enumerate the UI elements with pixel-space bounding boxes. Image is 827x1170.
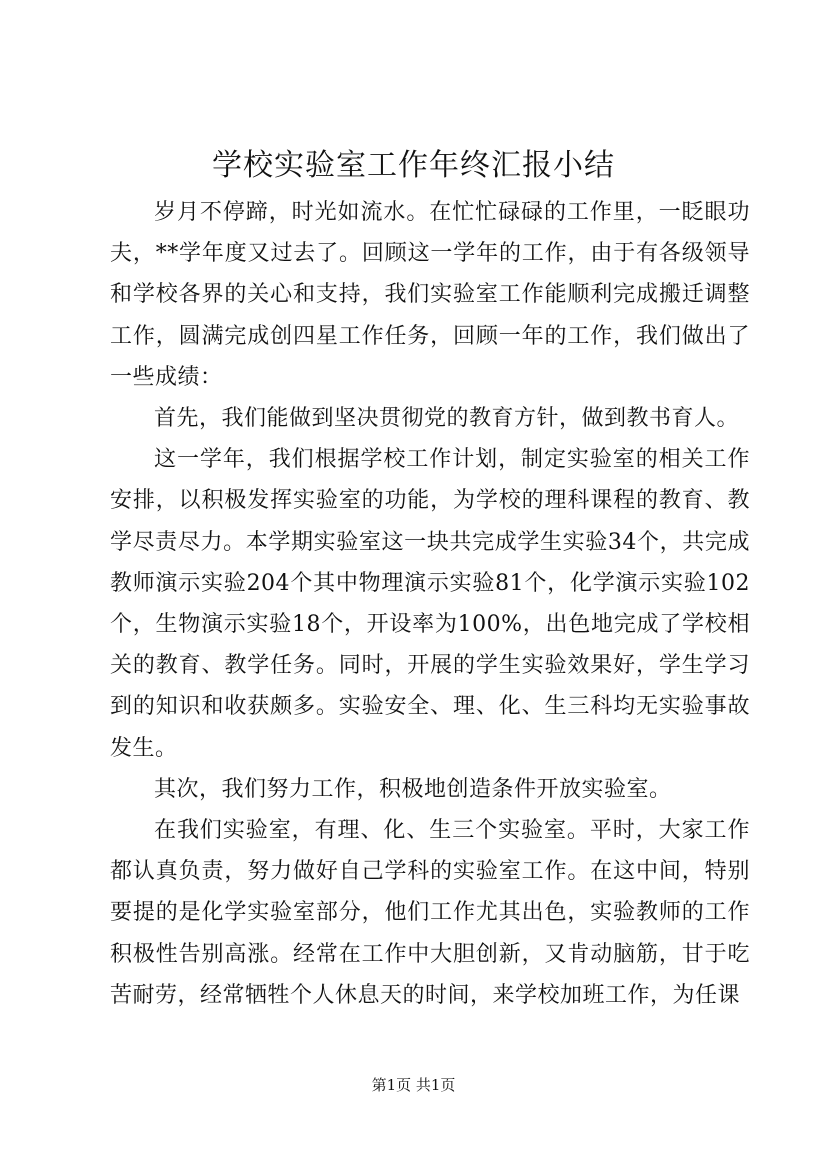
page-number-footer: 第1页 共1页 bbox=[371, 1076, 456, 1094]
paragraph-second-point: 其次，我们努力工作，积极地创造条件开放实验室。 bbox=[154, 776, 672, 802]
paragraph-lab-staff: 在我们实验室，有理、化、生三个实验室。平时，大家工作都认真负责，努力做好自己学科的实验室工作。在这中间，特别要提的是化学实验室部分，他们工作尤其出色，实验教师的工作积极性告别高涨。经常在工作中大胆创新，又肯动脑筋，甘于吃苦耐劳，经常牺牲个人休息天的时间，来学校加班工作，为任课 bbox=[110, 818, 750, 1008]
paragraph-lab-work: 这一学年，我们根据学校工作计划，制定实验室的相关工作安排，以积极发挥实验室的功能，为学校的理科课程的教育、教学尽责尽力。本学期实验室这一块共完成学生实验34个，共完成教师演示实验204个其中物理演示实验81个，化学演示实验102个，生物演示实验18个，开设率为100%，出色地完成了学校相关的教育、教学任务。同时，开展的学生实验效果好，学生学习到的知识和收获颇多。实验安全、理、化、生三科均无实验事故发生。 bbox=[110, 447, 750, 761]
document-title: 学校实验室工作年终汇报小结 bbox=[212, 148, 615, 183]
paragraph-intro: 岁月不停蹄，时光如流水。在忙忙碌碌的工作里，一眨眼功夫，**学年度又过去了。回顾这一学年的工作，由于有各级领导和学校各界的关心和支持，我们实验室工作能顺利完成搬迁调整工作，圆满完成创四星工作任务，回顾一年的工作，我们做出了一些成绩： bbox=[110, 200, 750, 390]
paragraph-first-point: 首先，我们能做到坚决贯彻党的教育方针，做到教书育人。 bbox=[154, 406, 740, 432]
document-body bbox=[110, 192, 750, 1016]
